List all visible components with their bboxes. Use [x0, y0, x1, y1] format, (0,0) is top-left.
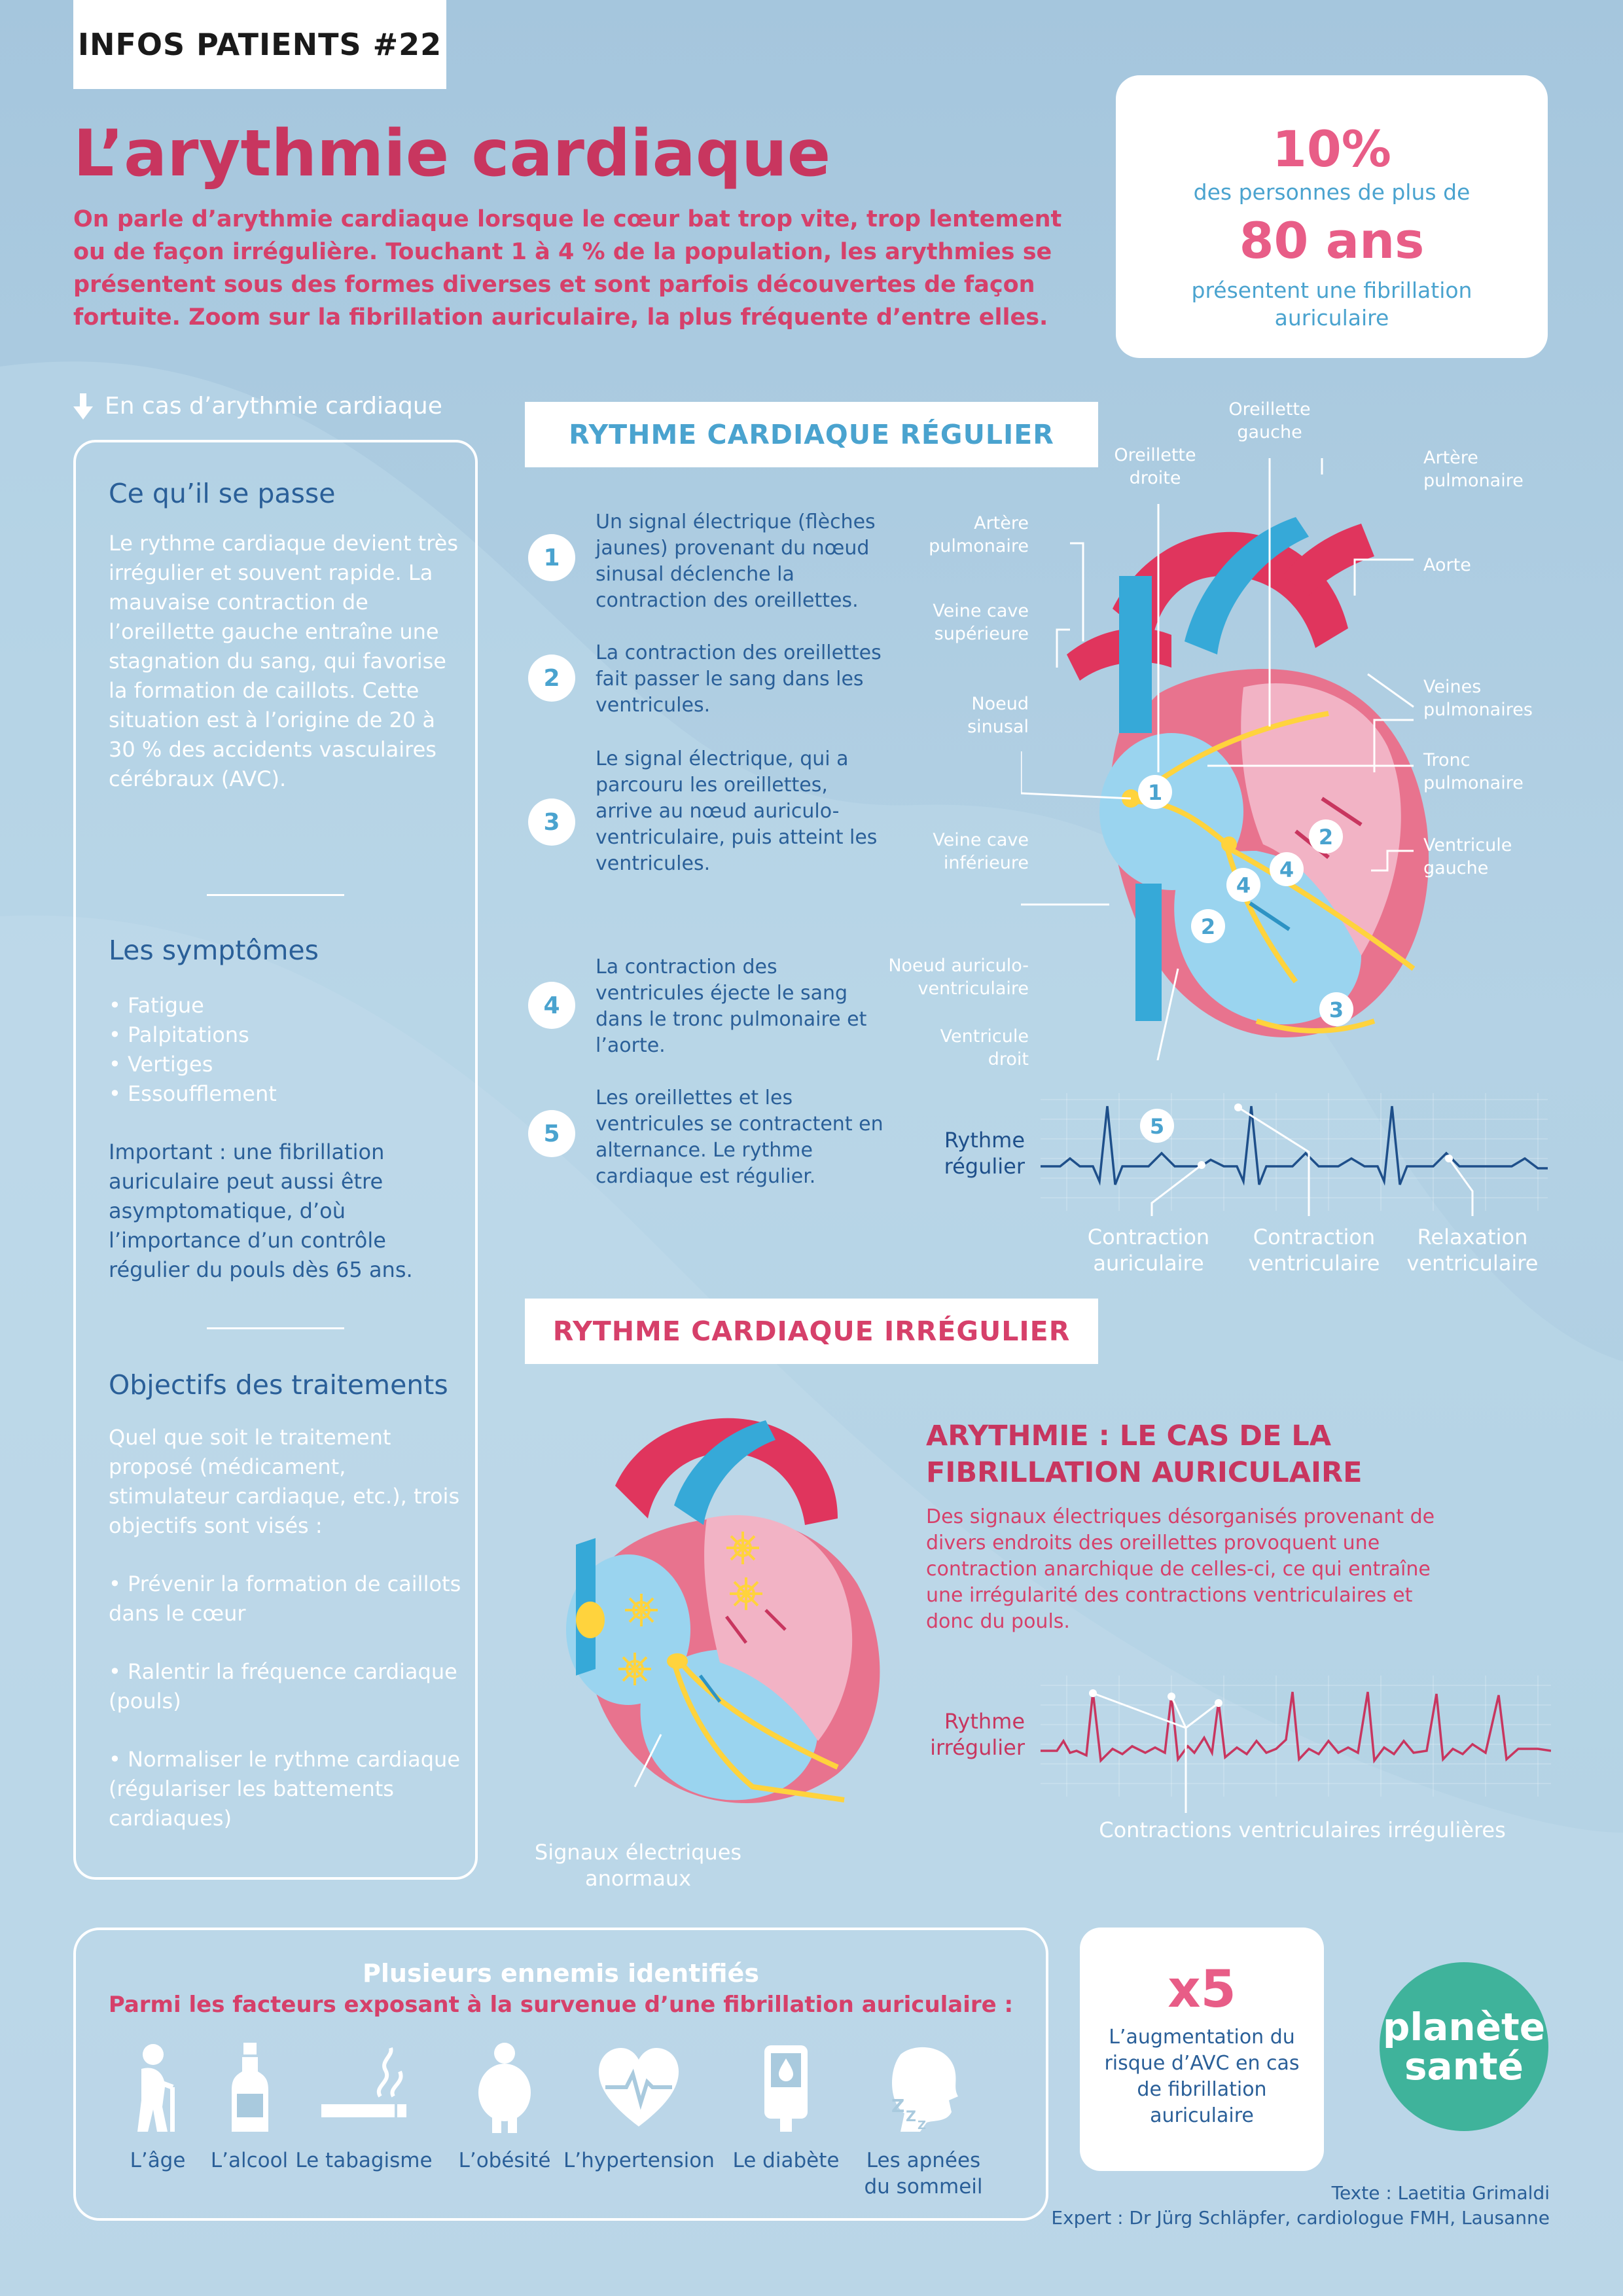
step-number: 3 [528, 798, 575, 846]
regular-ecg-label: Rythme régulier [944, 1128, 1025, 1179]
bottle-icon [213, 2041, 285, 2133]
symptom-item: • Fatigue [109, 993, 204, 1018]
symptom-item: • Vertiges [109, 1052, 213, 1077]
avc-risk-card [1080, 1928, 1324, 2171]
risk-factors-panel [73, 1928, 1048, 2221]
logo-line1: planète [1382, 2005, 1546, 2049]
sleep-apnea-icon [881, 2041, 966, 2133]
divider [207, 894, 344, 896]
abnormal-signals-caption: Signaux électriques anormaux [534, 1840, 742, 1891]
risk-factor-label: Le diabète [732, 2149, 840, 2172]
label-oreillette-droite: Oreillette droite [1114, 445, 1196, 488]
treatment-item: • Normaliser le rythme cardiaque (régulariser les battements cardiaques) [109, 1747, 460, 1831]
heart-marker: 1 [1147, 780, 1163, 805]
credit-author: Texte : Laetitia Grimaldi [1331, 2182, 1550, 2204]
risk-factors-title: Plusieurs ennemis identifiés [363, 1959, 759, 1988]
step-number: 1 [528, 534, 575, 581]
avc-risk-text: L’augmentation du risque d’AVC en cas de fibrillation auriculaire [1104, 2026, 1300, 2127]
risk-factor-label: Le tabagisme [295, 2149, 433, 2172]
ecg-markers [1198, 1103, 1453, 1169]
section-what-happens-text: Le rythme cardiaque devient très irrégulier et souvent rapide. La mauvaise contraction de l’oreillette gauche entraîne une stagnation du sang, qui favorise la formation de caillots. Cette situation est à l’origine de 20 à 30 % des accidents vasculaires cérébraux (AVC). [109, 531, 459, 791]
heart-marker: 3 [1329, 997, 1344, 1022]
ecg-step-number: 5 [1149, 1114, 1165, 1139]
issue-tag: INFOS PATIENTS #22 [73, 0, 446, 89]
heart-pulse-icon [596, 2041, 681, 2133]
arrow-down-icon [73, 393, 93, 420]
elderly-person-icon [122, 2041, 194, 2133]
label-aorte: Aorte [1423, 555, 1471, 575]
ecg-leader-lines [1093, 1693, 1219, 1813]
treatments-text: Quel que soit le traitement proposé (médicament, stimulateur cardiaque, etc.), trois objectifs sont visés : [109, 1425, 460, 1538]
svg-text:Z: Z [918, 2119, 927, 2132]
risk-factor-hypertension [563, 2041, 714, 2174]
ecg-caption: Contraction ventriculaire [1248, 1225, 1380, 1276]
risk-factor-diabetes [724, 2041, 848, 2174]
heart-marker: 4 [1236, 873, 1251, 898]
page-title: L’arythmie cardiaque [73, 117, 831, 191]
risk-factor-label: L’âge [130, 2149, 186, 2172]
label-noeud-av: Noeud auriculo-ventriculaire [888, 956, 1029, 999]
stat-percent: 10% [1272, 120, 1391, 178]
cigarette-icon [315, 2041, 413, 2133]
label-veine-cave-superieure: Veine cave supérieure [933, 601, 1029, 644]
irregular-ecg-label: Rythme irrégulier [930, 1709, 1025, 1760]
credit-expert: Expert : Dr Jürg Schläpfer, cardiologue FMH, Lausanne [1051, 2207, 1550, 2229]
risk-factor-label: L’hypertension [563, 2149, 715, 2172]
divider [207, 1327, 344, 1329]
ecg-trace [1041, 1106, 1548, 1185]
fibrillation-title: ARYTHMIE : LE CAS DE LA FIBRILLATION AURICULAIRE [926, 1420, 1363, 1489]
symptoms-important: Important : une fibrillation auriculaire peut aussi être asymptomatique, d’où l’importance d’un contrôle régulier du pouls dès 65 ans. [109, 1139, 413, 1282]
irregular-ecg-chart [1041, 1676, 1551, 1813]
label-artere-pulmonaire-right: Artère pulmonaire [1423, 448, 1524, 491]
section-what-happens-title: Ce qu’il se passe [109, 478, 336, 509]
heart-diagram-regular [1021, 458, 1492, 1060]
ecg-caption: Contraction auriculaire [1087, 1225, 1210, 1276]
treatment-item: • Ralentir la fréquence cardiaque (pouls) [109, 1659, 457, 1713]
heart-marker: 4 [1279, 857, 1294, 882]
risk-factor-smoking [295, 2041, 433, 2174]
label-tronc-pulmonaire: Tronc pulmonaire [1423, 750, 1524, 793]
heart-shape [1067, 517, 1429, 1037]
label-veines-pulmonaires: Veines pulmonaires [1423, 677, 1533, 720]
planete-sante-logo [1380, 1962, 1548, 2131]
risk-factor-label: Les apnées du sommeil [864, 2149, 983, 2198]
label-veine-cave-inferieure: Veine cave inférieure [933, 830, 1029, 873]
label-noeud-sinusal: Noeud sinusal [967, 694, 1029, 737]
avc-risk-factor: x5 [1168, 1960, 1236, 2019]
label-oreillette-gauche: Oreillette gauche [1228, 399, 1311, 442]
risk-factor-label: L’alcool [210, 2149, 289, 2172]
credits [982, 2181, 1550, 2231]
heart-marker: 2 [1200, 914, 1216, 939]
step-text: Les oreillettes et les ventricules se contractent en alternance. Le rythme cardiaque est régulier. [596, 1086, 883, 1188]
risk-factor-obesity [442, 2041, 567, 2174]
stat-age: 80 ans [1239, 211, 1425, 270]
svg-text:Z: Z [891, 2095, 905, 2117]
step-number: 4 [528, 982, 575, 1029]
obese-person-icon [469, 2041, 541, 2133]
regular-rhythm-banner: RYTHME CARDIAQUE RÉGULIER [525, 402, 1098, 467]
step-number: 2 [528, 655, 575, 702]
heart-diagram-irregular [550, 1394, 903, 1826]
risk-factors-subtitle: Parmi les facteurs exposant à la survenue d’une fibrillation auriculaire : [108, 1992, 1014, 2018]
ecg-caption: Relaxation ventriculaire [1406, 1225, 1539, 1276]
symptom-item: • Essoufflement [109, 1081, 277, 1106]
risk-factor-sleep-apnea [855, 2041, 992, 2200]
fibrillation-text: Des signaux électriques désorganisés provenant de divers endroits des oreillettes provoquent une contraction anarchique de celles-ci, ce qui entraîne une irrégularité des contractions ventriculaires et donc du pouls. [926, 1505, 1435, 1633]
treatment-item: • Prévenir la formation de caillots dans le cœur [109, 1571, 461, 1626]
step-text: Un signal électrique (flèches jaunes) provenant du nœud sinusal déclenche la contraction des oreillettes. [596, 511, 876, 612]
intro-text: On parle d’arythmie cardiaque lorsque le cœur bat trop vite, trop lentement ou de façon irrégulière. Touchant 1 à 4 % de la population, les arythmies se présentent sous des formes diverses et sont parfois découvertes de façon fortuite. Zoom sur la fibrillation auriculaire, la plus fréquente d’entre elles. [73, 206, 1062, 331]
step-text: Le signal électrique, qui a parcouru les oreillettes, arrive au nœud auriculo-ventriculaire, puis atteint les ventricules. [596, 747, 878, 875]
logo-line2: santé [1404, 2044, 1524, 2089]
irregular-ecg-caption: Contractions ventriculaires irrégulières [1099, 1818, 1506, 1842]
risk-factor-alcohol [187, 2041, 312, 2174]
section-symptoms-title: Les symptômes [109, 935, 319, 966]
heart-marker: 2 [1318, 825, 1334, 850]
svg-text:Z: Z [906, 2109, 916, 2125]
irregular-rhythm-banner: RYTHME CARDIAQUE IRRÉGULIER [525, 1299, 1098, 1364]
risk-factor-label: L’obésité [458, 2149, 551, 2172]
step-text: La contraction des ventricules éjecte le sang dans le tronc pulmonaire et l’aorte. [596, 956, 867, 1057]
ecg-markers [1089, 1689, 1222, 1707]
stat-card [1116, 75, 1548, 358]
step-number: 5 [528, 1110, 575, 1157]
glucometer-icon [750, 2041, 822, 2133]
regular-ecg-chart [1041, 1093, 1548, 1217]
section-treatments-title: Objectifs des traitements [109, 1369, 448, 1401]
symptom-item: • Palpitations [109, 1022, 249, 1047]
left-heading [73, 393, 442, 420]
step-text: La contraction des oreillettes fait passer le sang dans les ventricules. [596, 641, 882, 717]
stat-line1: des personnes de plus de [1193, 179, 1471, 205]
left-heading-text: En cas d’arythmie cardiaque [105, 393, 442, 420]
label-artere-pulmonaire-left: Artère pulmonaire [929, 513, 1029, 556]
left-panel [73, 440, 478, 1880]
label-ventricule-gauche: Ventricule gauche [1423, 835, 1512, 878]
stat-line2: présentent une fibrillation auriculaire [1191, 278, 1472, 331]
label-ventricule-droit: Ventricule droit [940, 1026, 1029, 1069]
